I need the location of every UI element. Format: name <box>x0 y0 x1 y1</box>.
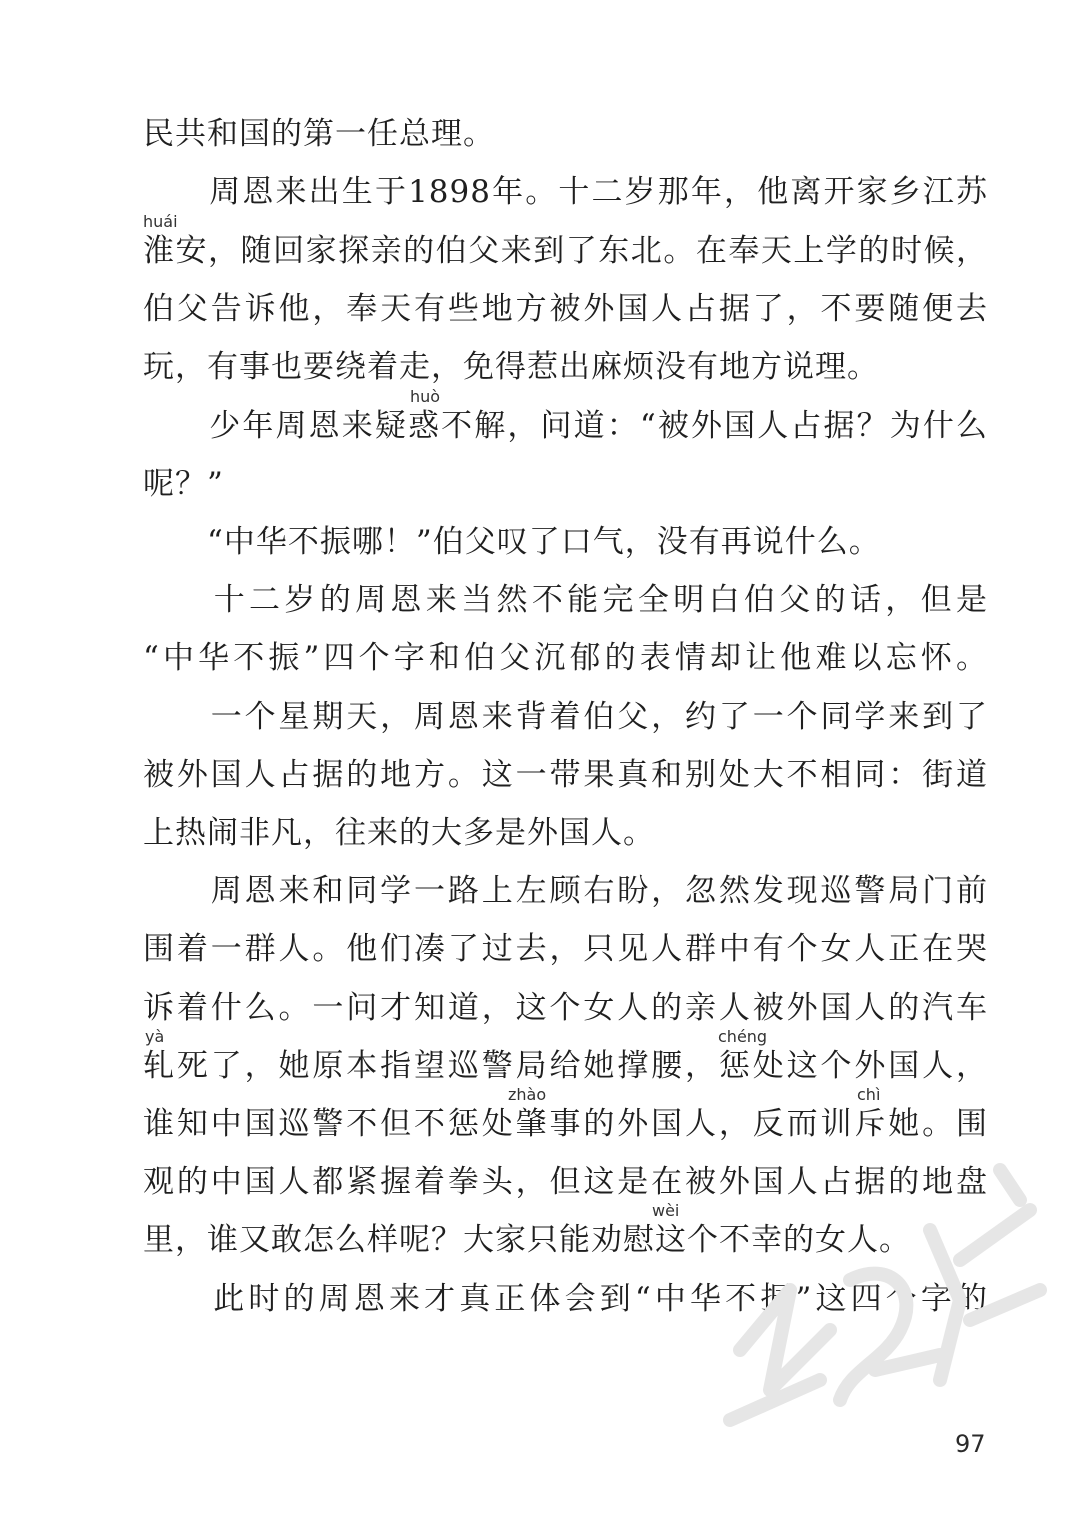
pinyin-zhao: zhào <box>508 1085 547 1104</box>
pinyin-ya: yà <box>145 1027 165 1046</box>
text-line-5: 玩，有事也要绕着走，免得惹出麻烦没有地方说理。 <box>143 349 879 385</box>
text-line-21: 此时的周恩来才真正体会到“中华不振”这四个字的 <box>143 1281 988 1317</box>
text-line-14: 周恩来和同学一路上左顾右盼，忽然发现巡警局门前 <box>143 873 988 909</box>
text-line-11: 一个星期天，周恩来背着伯父，约了一个同学来到了 <box>143 699 988 735</box>
text-line-10: “中华不振”四个字和伯父沉郁的表情却让他难以忘怀。 <box>143 640 988 676</box>
pinyin-chi: chì <box>857 1085 881 1104</box>
text-line-19: 观的中国人都紧握着拳头，但这是在被外国人占据的地盘 <box>143 1164 988 1200</box>
pinyin-cheng: chéng <box>718 1027 768 1046</box>
text-line-7: 呢？” <box>143 466 224 502</box>
text-line-6: 少年周恩来疑惑不解，问道：“被外国人占据？为什么 <box>143 408 988 444</box>
text-line-4: 伯父告诉他，奉天有些地方被外国人占据了，不要随便去 <box>143 291 988 327</box>
text-line-13: 上热闹非凡，往来的大多是外国人。 <box>143 815 655 851</box>
text-line-3: 淮安，随回家探亲的伯父来到了东北。在奉天上学的时候， <box>143 233 988 269</box>
text-line-15: 围着一群人。他们凑了过去，只见人群中有个女人正在哭 <box>143 931 988 967</box>
text-line-16: 诉着什么。一问才知道，这个女人的亲人被外国人的汽车 <box>143 990 988 1026</box>
text-line-1: 民共和国的第一任总理。 <box>143 116 495 152</box>
text-line-18: 谁知中国巡警不但不惩处肇事的外国人，反而训斥她。围 <box>143 1106 988 1142</box>
text-line-12: 被外国人占据的地方。这一带果真和别处大不相同：街道 <box>143 757 988 793</box>
pinyin-wei: wèi <box>652 1201 680 1220</box>
text-line-20: 里，谁又敢怎么样呢？大家只能劝慰这个不幸的女人。 <box>143 1222 911 1258</box>
text-line-9: 十二岁的周恩来当然不能完全明白伯父的话，但是 <box>143 582 988 618</box>
pinyin-huo: huò <box>410 387 441 406</box>
pinyin-huai: huái <box>143 212 178 231</box>
page-number: 97 <box>955 1430 986 1458</box>
text-line-17: 轧死了，她原本指望巡警局给她撑腰，惩处这个外国人， <box>143 1048 988 1084</box>
text-line-8: “中华不振哪！”伯父叹了口气，没有再说什么。 <box>143 524 881 560</box>
text-line-2: 周恩来出生于1898年。十二岁那年，他离开家乡江苏 <box>143 174 988 210</box>
